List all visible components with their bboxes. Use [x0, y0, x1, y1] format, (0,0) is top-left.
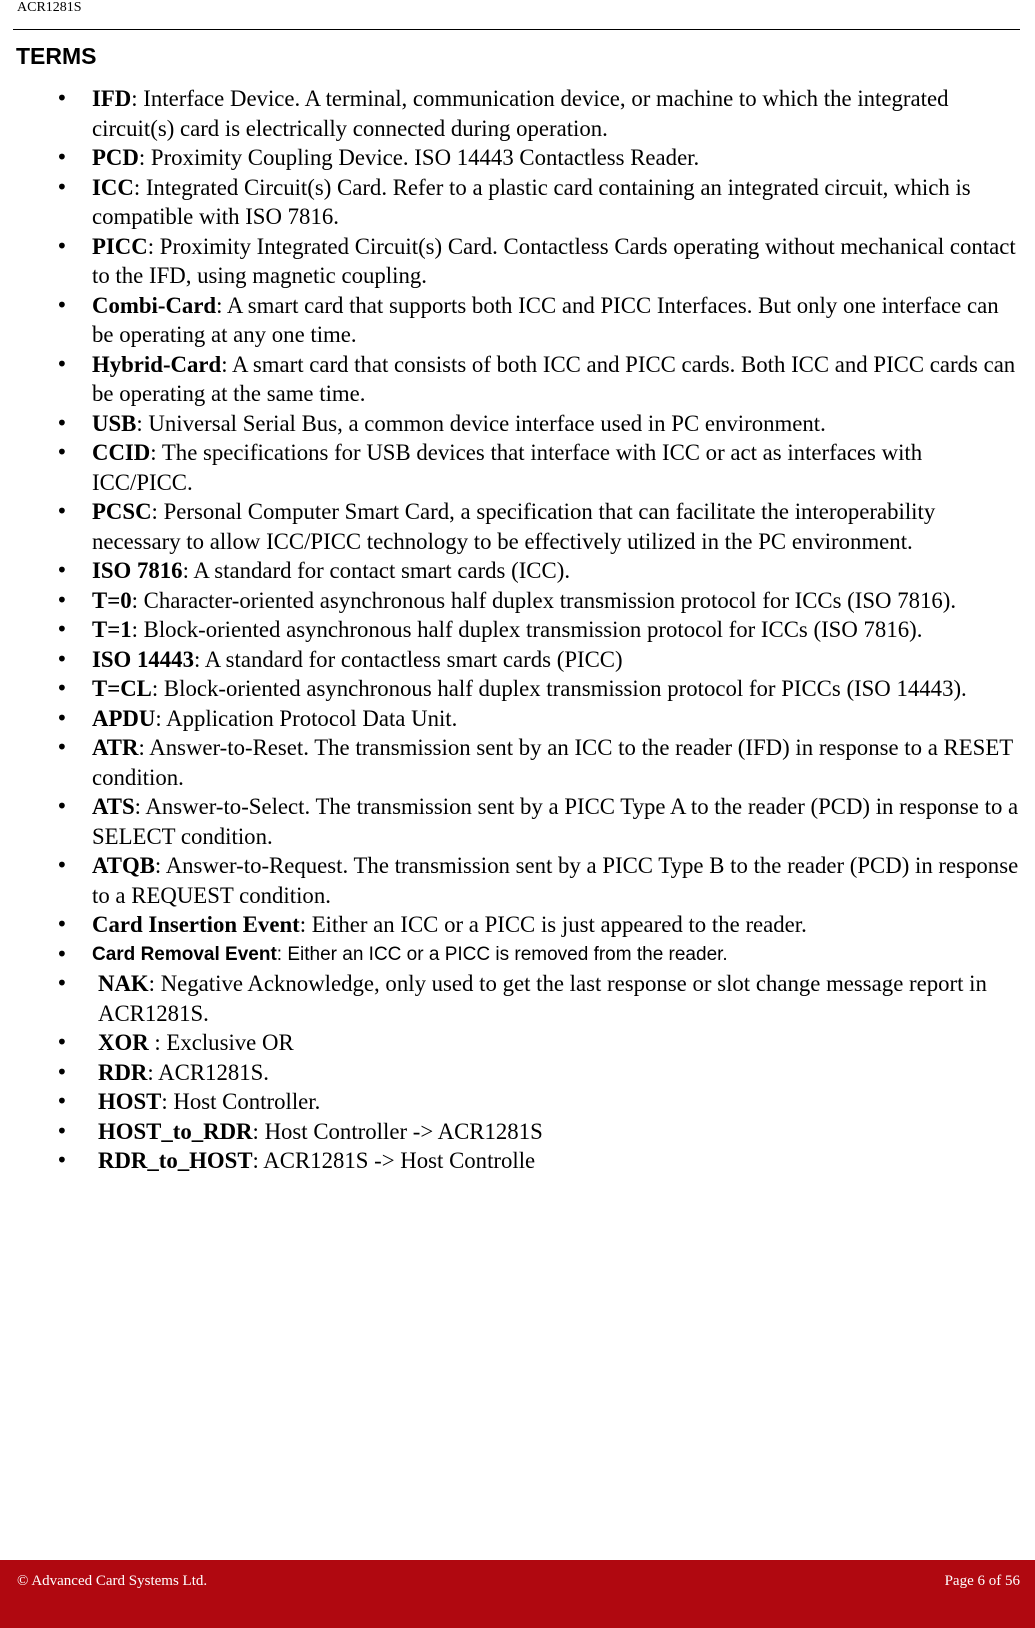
document-header-title: ACR1281S: [17, 0, 82, 15]
term-name: T=1: [92, 617, 132, 642]
bullet-icon: •: [56, 1148, 68, 1172]
term-item-nak: [0, 969, 1035, 1028]
term-definition: : Integrated Circuit(s) Card. Refer to a plastic card containing an integrated circuit, which is compatible with ISO 7816.: [92, 174, 971, 229]
header-divider: [13, 29, 1020, 30]
term-definition: : Exclusive OR: [148, 1030, 294, 1055]
term-name: Combi-Card: [92, 292, 217, 318]
bullet-icon: •: [56, 617, 68, 641]
term-item-xor: [0, 1028, 1035, 1058]
term-item-iso-7816: [0, 556, 1035, 586]
bullet-icon: •: [56, 233, 68, 258]
term-item-apdu: [0, 704, 1035, 734]
bullet-icon: •: [56, 410, 68, 435]
bullet-icon: •: [56, 912, 68, 936]
term-definition: : A smart card that supports both ICC and PICC Interfaces. But only one interface can be operating at any one time.: [92, 292, 999, 347]
term-item-combi-card: [0, 291, 1035, 350]
term-definition: : Either an ICC or a PICC is removed from the reader.: [276, 943, 728, 965]
term-definition: : Block-oriented asynchronous half duplex transmission protocol for PICCs (ISO 14443).: [151, 676, 967, 701]
term-definition: : Interface Device. A terminal, communication device, or machine to which the integrated circuit(s) card is electrically connected during operation.: [92, 86, 949, 141]
term-name: CCID: [92, 440, 151, 465]
term-name: ATS: [92, 794, 135, 819]
term-name: T=CL: [92, 676, 152, 701]
term-name: ATR: [92, 735, 139, 760]
bullet-icon: •: [56, 646, 68, 671]
term-name: PCSC: [92, 499, 152, 524]
term-item-usb: [0, 409, 1035, 439]
term-name: APDU: [92, 705, 156, 731]
term-name: PICC: [92, 233, 148, 259]
term-definition: : Answer-to-Reset. The transmission sent by an ICC to the reader (IFD) in response to a RESET condition.: [92, 735, 1013, 790]
bullet-icon: •: [56, 794, 68, 818]
term-item-tcl: [0, 674, 1035, 704]
term-item-card-insertion-event: [0, 910, 1035, 940]
bullet-icon: •: [56, 174, 68, 199]
term-item-rdr-to-host: [0, 1146, 1035, 1176]
term-definition: : Host Controller.: [161, 1089, 321, 1114]
copyright-text: © Advanced Card Systems Ltd.: [17, 1573, 208, 1589]
term-name: ICC: [92, 174, 134, 200]
term-item-ifd: [0, 84, 1035, 143]
bullet-icon: •: [56, 558, 68, 582]
term-definition: : A standard for contactless smart cards (PICC): [193, 646, 623, 672]
bullet-icon: •: [56, 971, 68, 995]
term-item-pcsc: [0, 497, 1035, 556]
term-definition: : Character-oriented asynchronous half duplex transmission protocol for ICCs (ISO 7816).: [131, 587, 957, 613]
bullet-icon: •: [56, 587, 68, 612]
term-name: Card Removal Event: [92, 943, 277, 965]
term-item-t1: [0, 615, 1035, 645]
section-title: TERMS: [16, 43, 97, 69]
bullet-icon: •: [56, 735, 68, 759]
term-definition: : Either an ICC or a PICC is just appeared to the reader.: [299, 912, 807, 937]
term-name: RDR_to_HOST: [98, 1148, 253, 1173]
term-item-iso-14443: [0, 645, 1035, 675]
term-item-atr: [0, 733, 1035, 792]
bullet-icon: •: [56, 941, 68, 966]
term-item-card-removal-event: [0, 940, 1035, 970]
term-item-picc: [0, 232, 1035, 291]
term-item-ccid: [0, 438, 1035, 497]
term-item-icc: [0, 173, 1035, 232]
bullet-icon: •: [56, 292, 68, 317]
bullet-icon: •: [56, 351, 68, 376]
term-definition: : Answer-to-Select. The transmission sent by a PICC Type A to the reader (PCD) in response to a SELECT condition.: [92, 794, 1019, 849]
term-name: RDR: [98, 1059, 148, 1085]
term-name: T=0: [92, 587, 132, 613]
term-definition: : Negative Acknowledge, only used to get the last response or slot change message report in ACR1281S.: [98, 971, 987, 1026]
term-definition: : Host Controller -> ACR1281S: [252, 1118, 543, 1144]
term-item-pcd: [0, 143, 1035, 173]
term-name: ISO 14443: [92, 646, 194, 672]
term-name: Card Insertion Event: [92, 912, 300, 937]
term-name: HOST: [98, 1089, 162, 1114]
term-item-rdr: [0, 1058, 1035, 1088]
term-name: NAK: [98, 971, 149, 996]
bullet-icon: •: [56, 145, 68, 169]
term-name: PCD: [92, 145, 139, 170]
bullet-icon: •: [56, 1089, 68, 1113]
term-definition: : ACR1281S.: [147, 1059, 270, 1085]
term-definition: : Universal Serial Bus, a common device interface used in PC environment.: [136, 410, 826, 436]
bullet-icon: •: [56, 853, 68, 877]
term-name: USB: [92, 410, 137, 436]
bullet-icon: •: [56, 440, 68, 464]
term-name: XOR: [98, 1030, 149, 1055]
term-name: IFD: [92, 86, 132, 111]
term-item-atqb: [0, 851, 1035, 910]
bullet-icon: •: [56, 676, 68, 700]
term-definition: : The specifications for USB devices that interface with ICC or act as interfaces with ICC/PICC.: [92, 440, 923, 495]
term-item-host-to-rdr: [0, 1117, 1035, 1147]
bullet-icon: •: [56, 1059, 68, 1084]
term-definition: : A smart card that consists of both ICC and PICC cards. Both ICC and PICC cards can be operating at the same time.: [92, 351, 1016, 406]
page-number: Page 6 of 56: [944, 1573, 1020, 1589]
term-item-t0: [0, 586, 1035, 616]
bullet-icon: •: [56, 705, 68, 730]
term-name: Hybrid-Card: [92, 351, 222, 377]
page-footer: [0, 1560, 1035, 1628]
bullet-icon: •: [56, 1118, 68, 1143]
term-item-host: [0, 1087, 1035, 1117]
term-item-hybrid-card: [0, 350, 1035, 409]
term-definition: : Proximity Coupling Device. ISO 14443 Contactless Reader.: [138, 145, 700, 170]
bullet-icon: •: [56, 1030, 68, 1054]
term-name: HOST_to_RDR: [98, 1118, 253, 1144]
term-definition: : ACR1281S -> Host Controlle: [252, 1148, 536, 1173]
bullet-icon: •: [56, 86, 68, 110]
term-definition: : Personal Computer Smart Card, a specification that can facilitate the interoperability necessary to allow ICC/PICC technology to be effectively utilized in the PC environment.: [92, 499, 936, 554]
terms-list: [0, 84, 1035, 1176]
term-definition: : Application Protocol Data Unit.: [155, 705, 458, 731]
term-definition: : Block-oriented asynchronous half duplex transmission protocol for ICCs (ISO 7816).: [131, 617, 923, 642]
term-definition: : Proximity Integrated Circuit(s) Card. Contactless Cards operating without mechanical contact to the IFD, using magnetic coupling.: [92, 233, 1016, 288]
bullet-icon: •: [56, 499, 68, 523]
term-item-ats: [0, 792, 1035, 851]
term-name: ISO 7816: [92, 558, 183, 583]
term-name: ATQB: [92, 853, 155, 878]
term-definition: : Answer-to-Request. The transmission sent by a PICC Type B to the reader (PCD) in response to a REQUEST condition.: [92, 853, 1019, 908]
term-definition: : A standard for contact smart cards (ICC).: [182, 558, 571, 583]
